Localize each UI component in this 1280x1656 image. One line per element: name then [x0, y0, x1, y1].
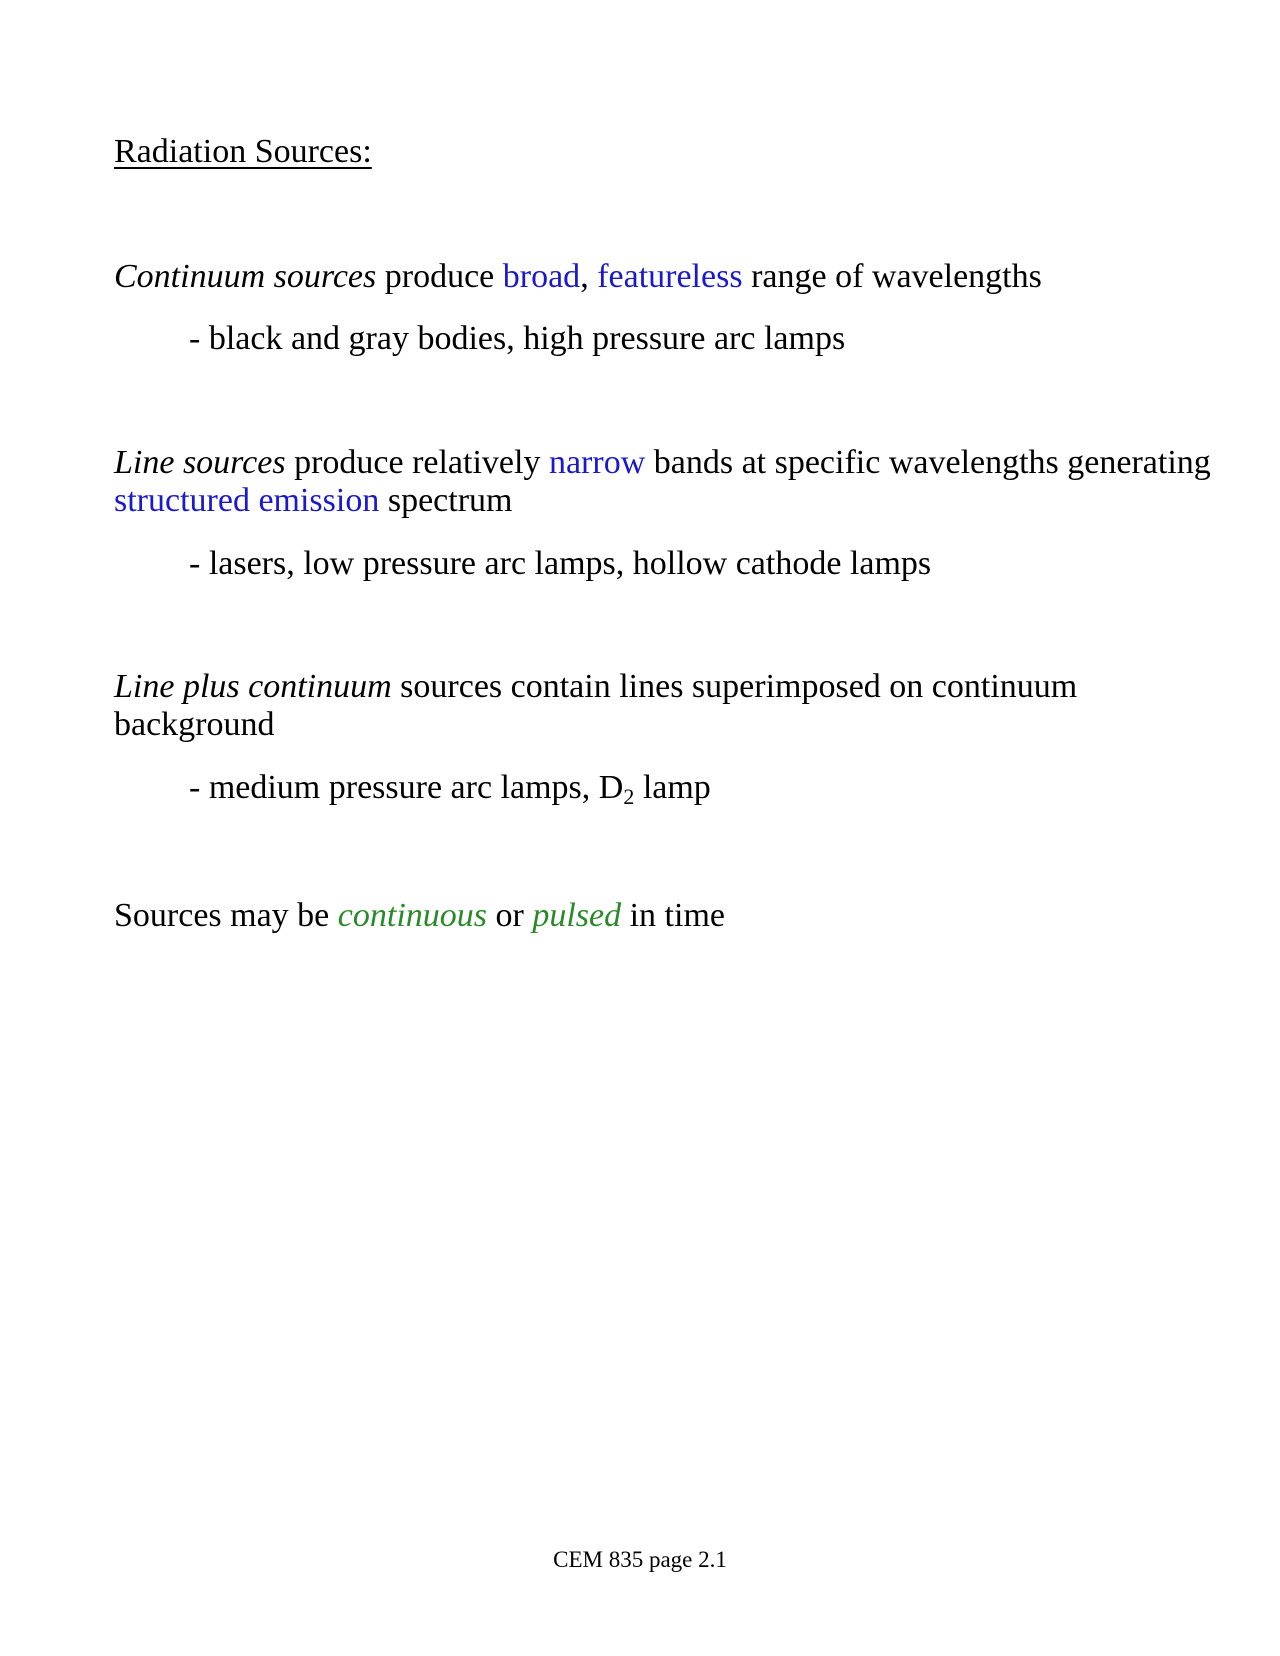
continuum-examples: - black and gray bodies, high pressure arc lamps — [189, 320, 846, 357]
timing-text-2: or — [487, 897, 533, 934]
continuum-sources-paragraph — [114, 258, 1214, 296]
line-plus-continuum-paragraph — [114, 668, 1214, 744]
line-examples: - lasers, low pressure arc lamps, hollow cathode lamps — [189, 545, 932, 582]
continuum-highlight-broad: broad — [502, 258, 581, 295]
line-text-3: spectrum — [379, 482, 513, 519]
timing-paragraph — [114, 897, 1214, 935]
timing-text-1: Sources may be — [114, 897, 338, 934]
continuum-sources-term: Continuum sources — [114, 258, 377, 295]
line-plus-example-post: lamp — [634, 769, 711, 806]
line-text-1: produce relatively — [285, 444, 549, 481]
continuum-separator: , — [580, 258, 598, 295]
timing-text-3: in time — [621, 897, 725, 934]
line-plus-continuum-term: Line plus continuum — [114, 668, 392, 705]
line-highlight-narrow: narrow — [548, 444, 646, 481]
page-footer: CEM 835 page 2.1 — [553, 1547, 727, 1572]
timing-highlight-continuous: continuous — [337, 897, 487, 934]
line-plus-examples — [189, 769, 1189, 807]
page-heading: Radiation Sources: — [114, 133, 372, 170]
continuum-highlight-featureless: featureless — [597, 258, 743, 295]
line-plus-example-pre: - medium pressure arc lamps, D — [189, 769, 624, 806]
line-highlight-structured-emission: structured emission — [114, 482, 380, 519]
line-text-2: bands at specific wavelengths generating — [645, 444, 1211, 481]
d2-subscript: 2 — [623, 784, 635, 809]
continuum-text-2: range of wavelengths — [742, 258, 1042, 295]
continuum-text-1: produce — [376, 258, 503, 295]
line-plus-text-1: sources contain lines superimposed on continuum background — [114, 668, 1078, 743]
line-sources-term: Line sources — [114, 444, 286, 481]
timing-highlight-pulsed: pulsed — [532, 897, 622, 934]
line-sources-paragraph — [114, 444, 1214, 520]
